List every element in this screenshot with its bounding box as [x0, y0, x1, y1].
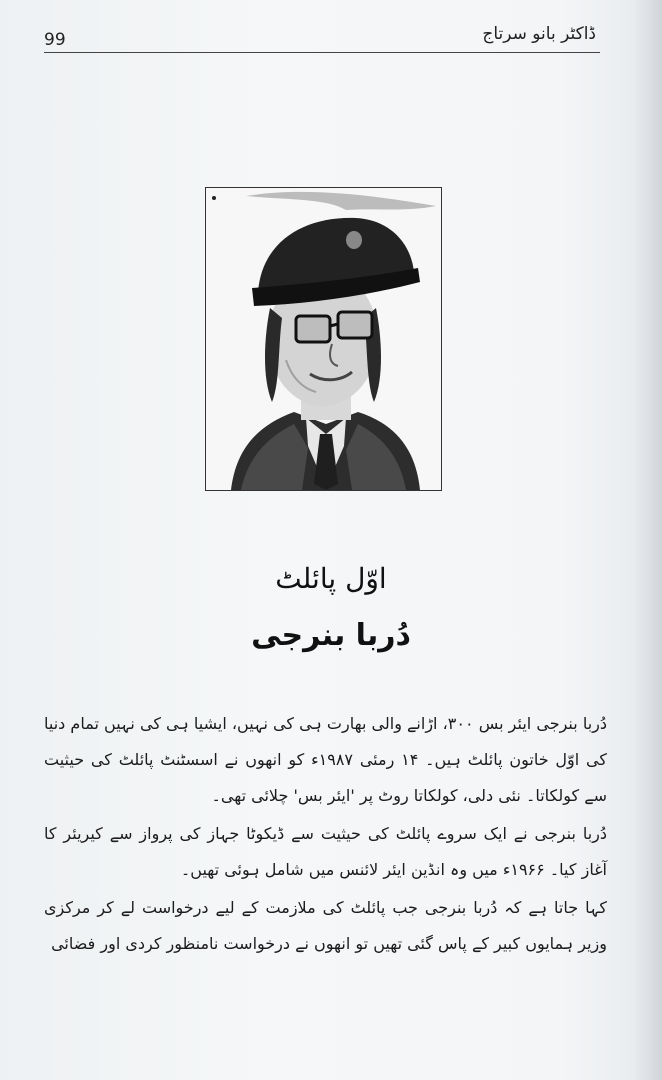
body-text	[44, 706, 607, 964]
paragraph: کہا جاتا ہے کہ دُربا بنرجی جب پائلٹ کی ملازمت کے لیے درخواست لے کر مرکزی وزیر ہمایوں کبیر کے پاس گئی تھیں تو انھوں نے درخواست نامنظور کردی اور فضائی	[44, 898, 607, 953]
paragraph: دُربا بنرجی نے ایک سروے پائلٹ کی حیثیت سے ڈیکوٹا جہاز کی پرواز سے کیریئر کا آغاز کیا۔ ۱۹۶۶ء میں وہ انڈین ایئر لائنس میں شامل ہوئی تھیں۔	[44, 824, 607, 879]
portrait-sketch-icon	[206, 188, 441, 490]
running-head-author: ڈاکٹر بانو سرتاج	[482, 24, 596, 44]
paragraph: دُربا بنرجی ایئر بس ۳۰۰، اڑانے والی بھارت ہی کی نہیں، ایشیا ہی کی نہیں تمام دنیا کی اوّل خاتون پائلٹ ہیں۔ ۱۴ رمئی ۱۹۸۷ء کو انھوں نے اسسٹنٹ پائلٹ کی حیثیت سے کولکاتا۔ نئی دلی، کولکاتا روٹ پر 'ایئر بس' چلائی تھی۔	[44, 714, 607, 805]
page-header	[44, 18, 600, 53]
portrait-image	[205, 187, 442, 491]
page-edge-shadow	[632, 0, 662, 1080]
person-name: دُربا بنرجی	[251, 618, 411, 653]
chapter-title: اوّل پائلٹ	[275, 562, 387, 595]
page-number: 99	[44, 30, 66, 50]
